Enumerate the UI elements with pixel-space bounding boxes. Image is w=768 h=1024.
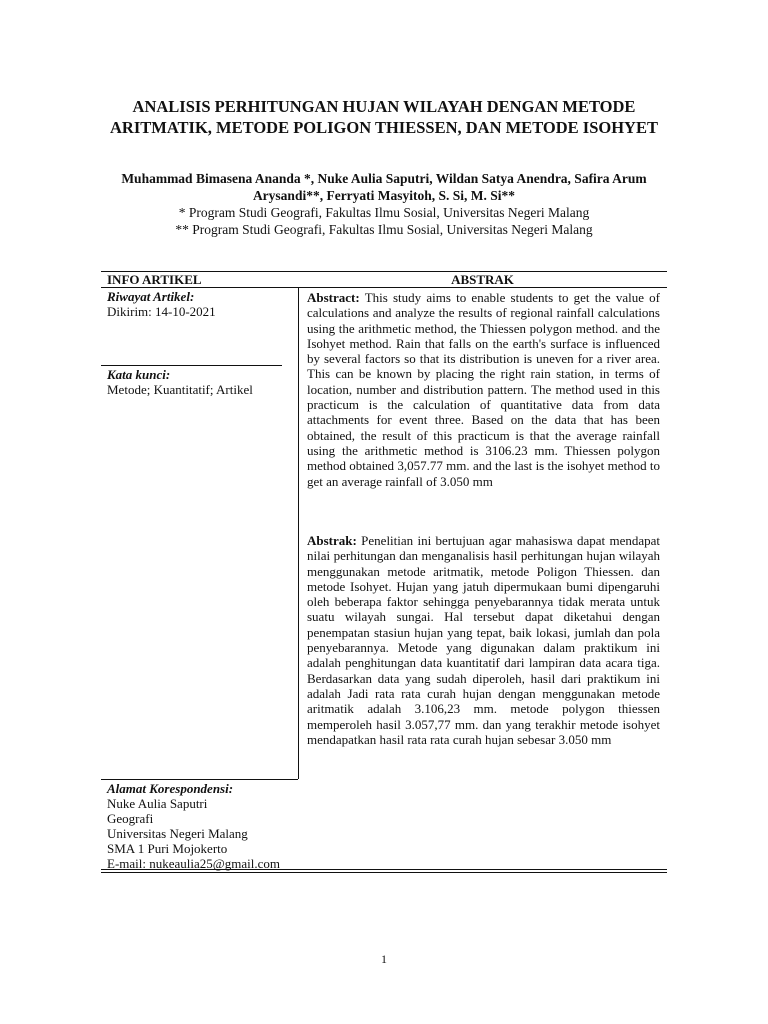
abstract-indonesian-label: Abstrak: [307,533,357,548]
article-history-label: Riwayat Artikel: [107,289,195,304]
correspondence-address [107,781,302,871]
abstract-english [307,290,660,489]
affiliation-2: ** Program Studi Geografi, Fakultas Ilmu Sosial, Universitas Negeri Malang [175,222,593,237]
table-rule-bottom-1 [101,869,667,870]
table-rule-header [101,287,667,288]
page-number: 1 [381,952,387,966]
article-history-value: Dikirim: 14-10-2021 [107,304,216,319]
author-list: Muhammad Bimasena Ananda *, Nuke Aulia Saputri, Wildan Satya Anendra, Safira Arum Arysandi**, Ferryati Masyitoh, S. Si, M. Si** [121,171,647,203]
affiliation-1: * Program Studi Geografi, Fakultas Ilmu Sosial, Universitas Negeri Malang [178,205,590,220]
abstrak-header: ABSTRAK [451,272,514,287]
correspondence-school: SMA 1 Puri Mojokerto [107,841,228,856]
table-column-divider [298,287,299,779]
abstract-english-text: This study aims to enable students to get the value of calculations and analyze the results of regional rainfall calculations using the arithmetic method, the Thiessen polygon method. and the Isohyet method. Rain that falls on the earth's surface is influenced by several factors so that its distribution is uneven for a river area. This can be known by placing the right rain station, in terms of location, number and distribution pattern. The method used in this practicum is the calculation of quantitative data from data attachments for event three. Based on the data that has been obtained, the result of this practicum is that the average rainfall using the arithmetic method is 3106.23 mm. Thiessen polygon method obtained 3,057.77 mm. and the last is the isohyet method to get an average rainfall of 3.050 mm [307,290,660,489]
abstract-indonesian [307,533,660,747]
info-rule-1 [101,365,282,366]
correspondence-label: Alamat Korespondensi: [107,781,234,796]
correspondence-university: Universitas Negeri Malang [107,826,248,841]
article-info-table [101,271,667,875]
correspondence-email: E-mail: nukeaulia25@gmail.com [107,856,280,871]
table-rule-bottom-2 [101,872,667,873]
info-rule-2 [101,779,298,780]
keywords [107,367,287,397]
abstract-indonesian-text: Penelitian ini bertujuan agar mahasiswa dapat mendapat nilai perhitungan dan menganalisis hasil perhitungan hujan wilayah menggunakan metode aritmatik, metode Poligon Thiessen. dan metode Isohyet. Hujan yang jatuh dipermukaan bumi dipengaruhi oleh beberapa faktor sehingga penyebarannya tidak merata untuk suatu wilayah sungai. Hal tersebut dapat diketahui dengan penempatan stasiun hujan yang tepat, baik lokasi, jumlah dan pola penyebarannya. Metode yang digunakan dalam praktikum ini adalah penghitungan data kuantitatif dari lampiran data acara tiga. Berdasarkan data yang sudah diperoleh, hasil dari praktikum ini adalah Jadi rata rata curah hujan dengan menggunakan metode aritmatik adalah 3.106,23 mm. metode polygon thiessen memperoleh hasil 3.057,77 mm. dan yang terakhir metode isohyet mendapatkan hasil rata rata curah hujan sebesar 3.050 mm [307,533,660,747]
correspondence-name: Nuke Aulia Saputri [107,796,208,811]
paper-title: ANALISIS PERHITUNGAN HUJAN WILAYAH DENGAN METODE ARITMATIK, METODE POLIGON THIESSEN, DAN METODE ISOHYET [110,97,658,137]
keywords-label: Kata kunci: [107,367,171,382]
correspondence-department: Geografi [107,811,154,826]
info-artikel-header: INFO ARTIKEL [107,272,202,287]
article-history [107,289,287,319]
keywords-value: Metode; Kuantitatif; Artikel [107,382,253,397]
abstract-english-label: Abstract: [307,290,360,305]
